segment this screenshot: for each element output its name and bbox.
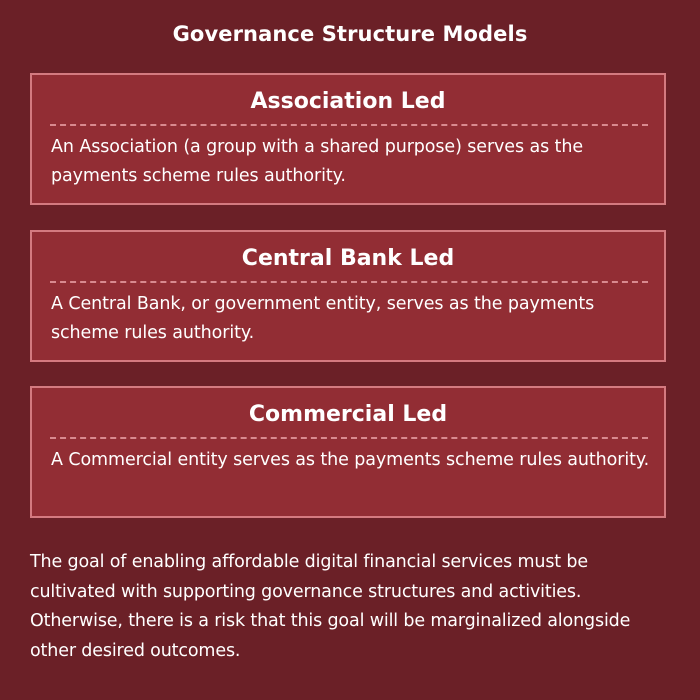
dashed-divider <box>50 124 648 126</box>
model-description: A Commercial entity serves as the payments scheme rules authority. <box>51 450 650 470</box>
model-heading: Commercial Led <box>248 402 448 427</box>
model-heading: Association Led <box>250 89 446 114</box>
model-card-commercial-led <box>30 386 666 518</box>
model-card-central-bank-led <box>30 230 666 362</box>
model-description: An Association (a group with a shared purpose) serves as the payments scheme rules authority. <box>51 137 583 186</box>
model-card-association-led <box>30 73 666 205</box>
footer-note: The goal of enabling affordable digital financial services must be cultivated with supporting governance structures and activities. Otherwise, there is a risk that this goal will be marginalized alongside other desired outcomes. <box>30 552 631 661</box>
model-description: A Central Bank, or government entity, serves as the payments scheme rules authority. <box>51 294 595 343</box>
dashed-divider <box>50 437 648 439</box>
page-title: Governance Structure Models <box>172 22 528 46</box>
model-heading: Central Bank Led <box>241 246 455 271</box>
dashed-divider <box>50 281 648 283</box>
